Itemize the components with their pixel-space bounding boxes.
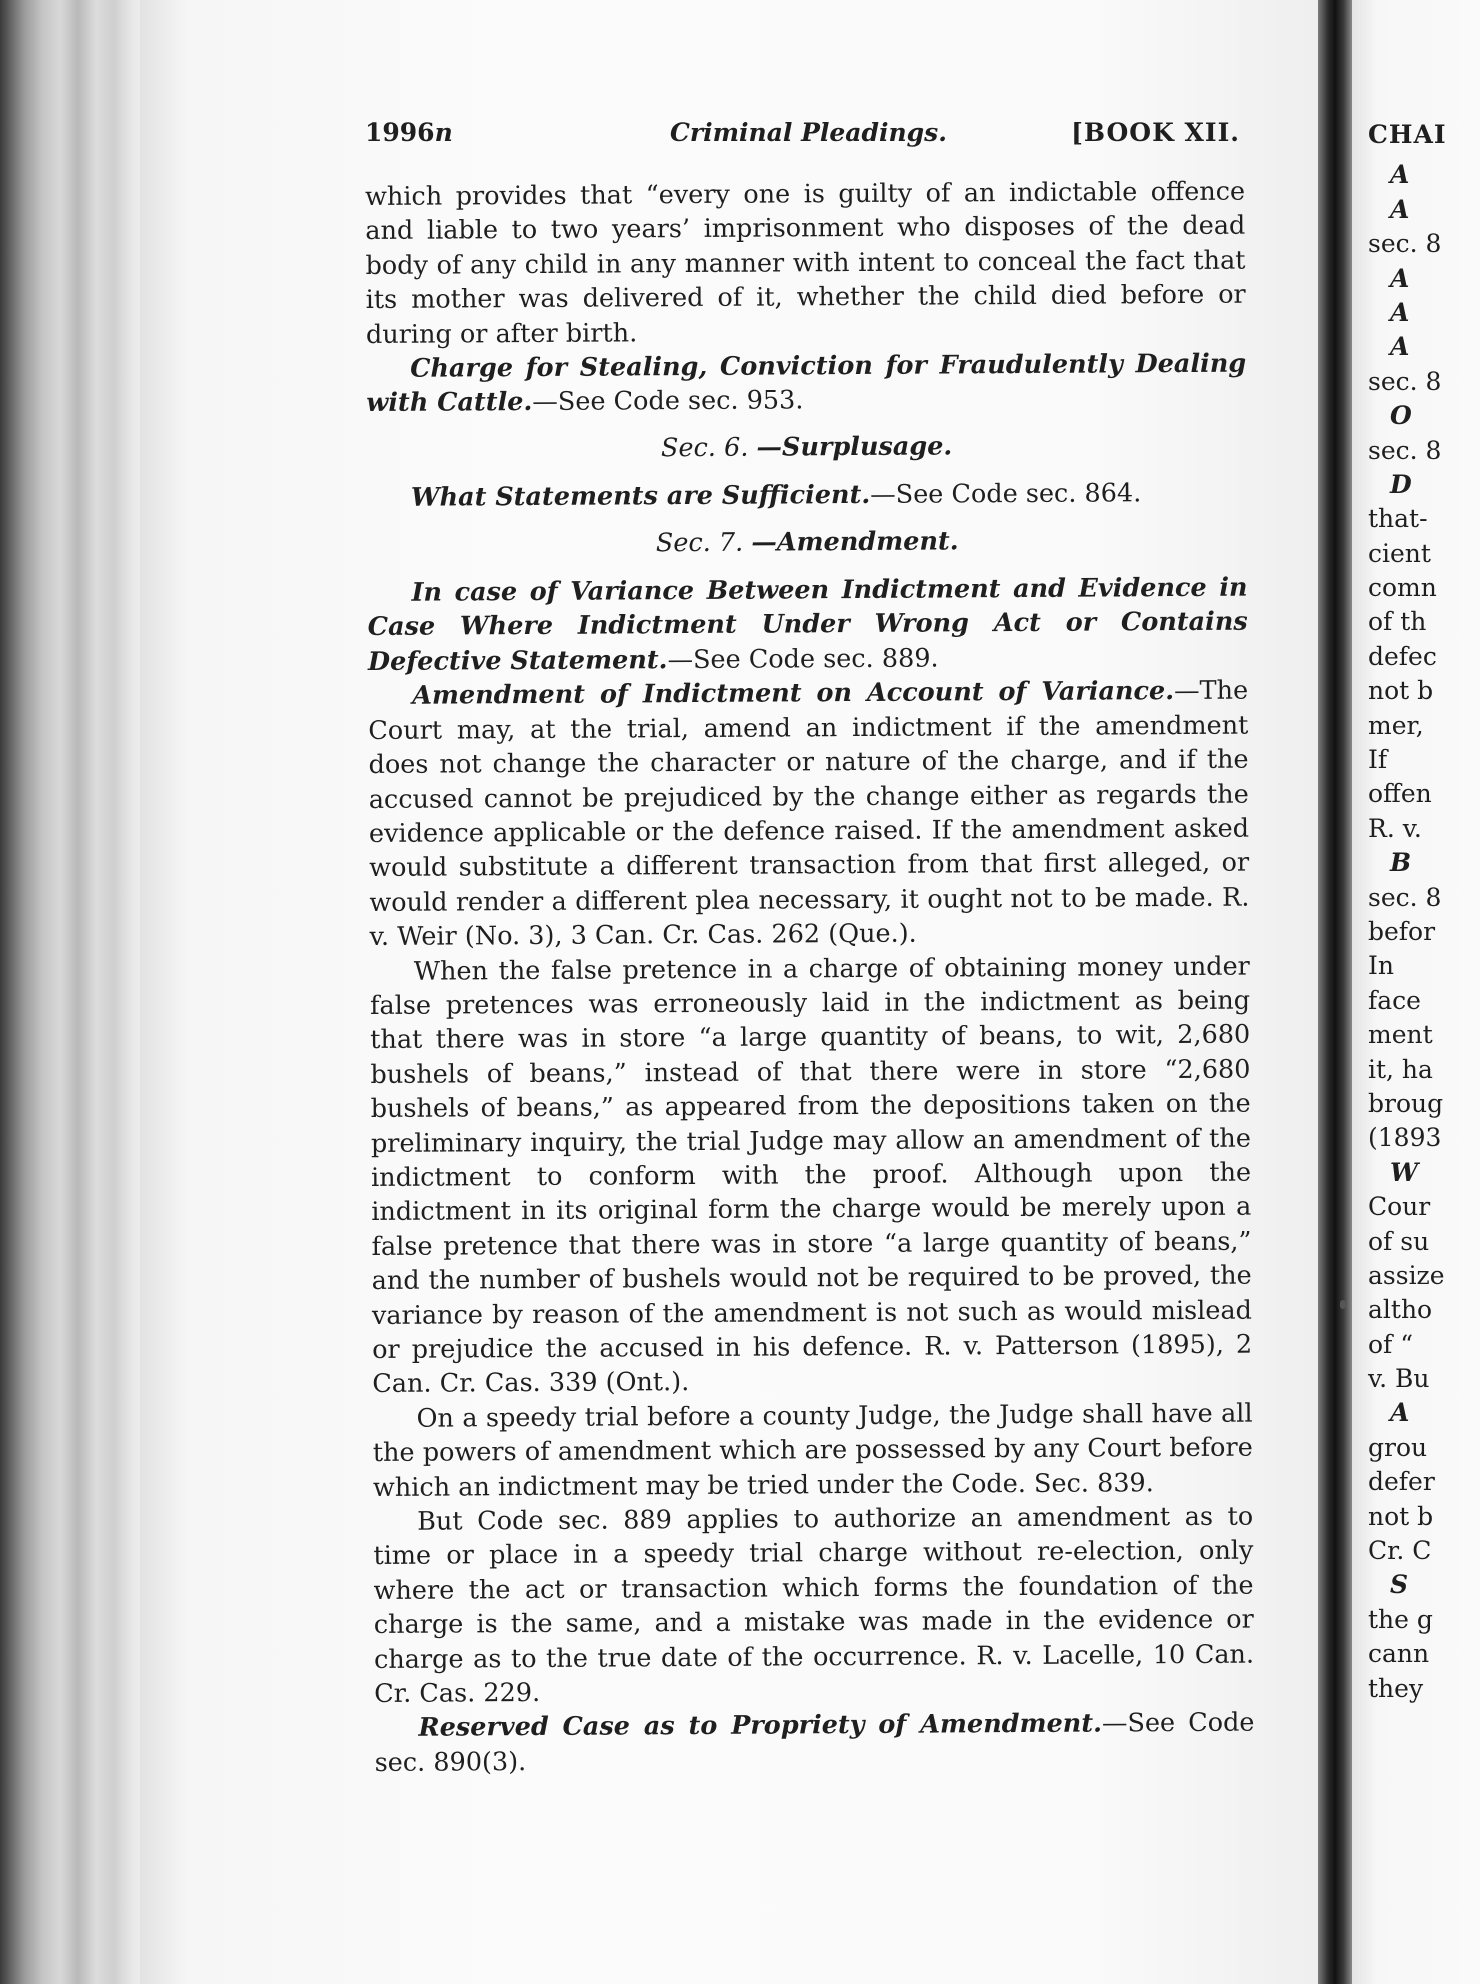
facing-page-line: W <box>1390 1157 1419 1187</box>
facing-page-line: Cour <box>1368 1192 1431 1222</box>
facing-page-header: CHAI <box>1368 120 1447 149</box>
facing-page-line: mer, <box>1368 710 1424 740</box>
running-title: Criminal Pleadings. <box>670 118 947 147</box>
facing-page-line: (1893 <box>1368 1123 1442 1153</box>
facing-page-line: A <box>1390 1398 1410 1428</box>
facing-page-line: offen <box>1368 779 1432 809</box>
paragraph: In case of Variance Between Indictment and Evidence in Case Where Indictment Under Wrong Act or Contains Defective Statement.—See Code sec. 889. <box>367 572 1248 677</box>
facing-page-line: cann <box>1368 1639 1430 1669</box>
facing-page-line: A <box>1390 332 1410 362</box>
facing-page-line: B <box>1390 848 1412 878</box>
facing-page-line: sec. 8 <box>1368 882 1442 912</box>
facing-page-line: defer <box>1368 1467 1435 1497</box>
side-heading: Charge for Stealing, Conviction for Fraudulently Dealing with Cattle. <box>366 348 1247 419</box>
side-heading: Amendment of Indictment on Account of Variance. <box>412 676 1175 712</box>
facing-page-line: altho <box>1368 1295 1433 1325</box>
facing-page-line: v. Bu <box>1368 1364 1430 1394</box>
side-heading: What Statements are Sufficient. <box>410 480 871 513</box>
facing-page-line: befor <box>1368 916 1436 946</box>
facing-page-line: cient <box>1368 538 1431 568</box>
facing-page <box>1352 0 1480 1984</box>
paragraph: Amendment of Indictment on Account of Variance.—The Court may, at the trial, amend an indictment if the amendment does not change the character or nature of the charge, and if the accused cannot be prejudiced by the change either as regards the evidence applicable or the defence raised. If the amendment asked would substitute a different transaction from that first alleged, or would render a different plea necessary, it ought not to be made. R. v. Weir (No. 3), 3 Can. Cr. Cas. 262 (Que.). <box>368 675 1250 953</box>
book-gutter <box>1318 0 1352 1984</box>
facing-page-line: A <box>1390 160 1410 190</box>
facing-page-line: broug <box>1368 1088 1444 1118</box>
facing-page-line: of th <box>1368 607 1427 637</box>
running-head <box>365 118 1240 158</box>
facing-page-line: Cr. C <box>1368 1536 1432 1566</box>
paragraph: But Code sec. 889 applies to authorize an amendment as to time or place in a speedy trial charge without re-election, only where the act or transaction which forms the foundation of the charge is the same, and a mistake was made in the evidence or charge as to the true date of the occurrence. R. v. Lacelle, 10 Can. Cr. Cas. 229. <box>373 1501 1255 1710</box>
facing-page-line: ment <box>1368 1020 1433 1050</box>
book-reference: [BOOK XII. <box>1071 118 1240 147</box>
paragraph: Charge for Stealing, Conviction for Fraudulently Dealing with Cattle.—See Code sec. 953. <box>366 348 1247 419</box>
facing-page-line: assize <box>1368 1260 1445 1290</box>
facing-page-line: sec. 8 <box>1368 366 1442 396</box>
body-text <box>365 175 1255 1781</box>
facing-page-line: sec. 8 <box>1368 435 1442 465</box>
facing-page-line: D <box>1390 469 1412 499</box>
facing-page-line: the g <box>1368 1604 1433 1634</box>
facing-page-line: In <box>1368 951 1394 981</box>
facing-page-line: face <box>1368 985 1421 1015</box>
section-heading: Sec. 6. —Surplusage. <box>660 431 953 464</box>
facing-page-line: sec. 8 <box>1368 229 1442 259</box>
dust-speck <box>1340 1300 1346 1309</box>
paragraph: When the false pretence in a charge of obtaining money under false pretences was erroneously laid in the indictment as being that there was in store “a large quantity of beans, to wit, 2,680 bushels of beans,” instead of that there were in store “2,680 bushels of beans,” as appeared from the depositions taken on the preliminary inquiry, the trial Judge may allow an amendment of the indictment to conform with the proof. Although upon the indictment in its original form the charge would be merely upon a false pretence that there was in store “a large quantity of beans,” and the number of bushels would not be required to be proved, the variance by reason of the amendment is not such as would mislead or prejudice the accused in his defence. R. v. Patterson (1895), 2 Can. Cr. Cas. 339 (Ont.). <box>369 951 1253 1400</box>
facing-page-line: it, ha <box>1368 1054 1433 1084</box>
side-heading: Reserved Case as to Propriety of Amendment. <box>418 1708 1103 1744</box>
facing-page-line: A <box>1390 297 1410 327</box>
side-heading: In case of Variance Between Indictment and Evidence in Case Where Indictment Under Wrong Act or Contains Defective Statement. <box>367 572 1248 677</box>
facing-page-line: S <box>1390 1570 1409 1600</box>
facing-page-line: R. v. <box>1368 813 1422 843</box>
facing-page-line: grou <box>1368 1432 1428 1462</box>
facing-page-line: A <box>1390 194 1410 224</box>
facing-page-line: that- <box>1368 504 1428 534</box>
facing-page-line: not b <box>1368 1501 1434 1531</box>
facing-page-line: not b <box>1368 676 1434 706</box>
section-heading: Sec. 7. —Amendment. <box>655 526 959 558</box>
paragraph: What Statements are Sufficient.—See Code sec. 864. <box>410 478 1142 513</box>
paragraph: Reserved Case as to Propriety of Amendment.—See Code sec. 890(3). <box>374 1708 1255 1778</box>
facing-page-line: of “ <box>1368 1329 1414 1359</box>
page-number: 1996n <box>365 118 453 147</box>
facing-page-line: comn <box>1368 573 1437 603</box>
facing-page-text <box>1368 118 1480 1706</box>
paragraph: On a speedy trial before a county Judge, the Judge shall have all the powers of amendment which are possessed by any Court before which an indictment may be tried under the Code. Sec. 839. <box>372 1398 1253 1503</box>
facing-page-line: A <box>1390 263 1410 293</box>
facing-page-line: of su <box>1368 1226 1430 1256</box>
facing-page-line: If <box>1368 745 1388 775</box>
facing-page-line: they <box>1368 1673 1424 1703</box>
paragraph: which provides that “every one is guilty of an indictable offence and liable to two years’ imprisonment who disposes of the dead body of any child in any manner with intent to conceal the fact that its mother was delivered of it, whether the child died before or during or after birth. <box>365 176 1246 350</box>
facing-page-line: O <box>1390 401 1412 431</box>
facing-page-line: defec <box>1368 641 1437 671</box>
book-page-edges <box>0 0 150 1984</box>
